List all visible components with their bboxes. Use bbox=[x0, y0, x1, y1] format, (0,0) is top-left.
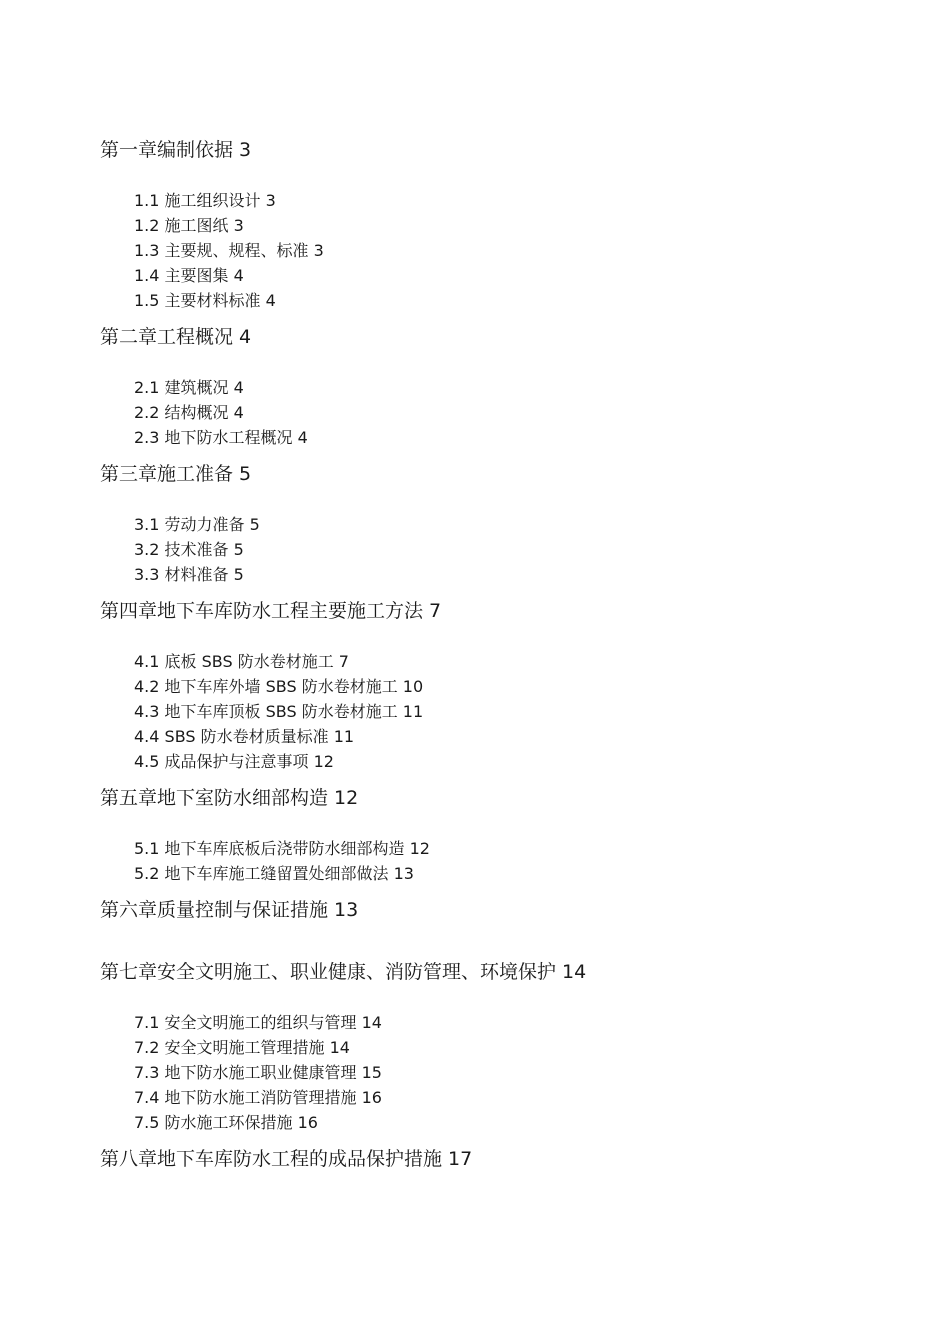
toc-chapter-8[interactable]: 第八章地下车库防水工程的成品保护措施 17 bbox=[100, 1148, 473, 1170]
toc-chapter-5-sections bbox=[100, 836, 880, 886]
table-of-contents bbox=[100, 137, 880, 1172]
toc-section-4-2[interactable]: 4.2 地下车库外墙 SBS 防水卷材施工 10 bbox=[134, 677, 424, 696]
toc-section-2-1[interactable]: 2.1 建筑概况 4 bbox=[134, 378, 244, 397]
toc-chapter-2-sections bbox=[100, 375, 880, 450]
toc-section-1-1[interactable]: 1.1 施工组织设计 3 bbox=[134, 191, 276, 210]
toc-section-4-1[interactable]: 4.1 底板 SBS 防水卷材施工 7 bbox=[134, 652, 349, 671]
toc-section-5-2[interactable]: 5.2 地下车库施工缝留置处细部做法 13 bbox=[134, 864, 414, 883]
toc-chapter-1[interactable]: 第一章编制依据 3 bbox=[100, 139, 252, 161]
toc-section-2-3[interactable]: 2.3 地下防水工程概况 4 bbox=[134, 428, 308, 447]
toc-section-1-5[interactable]: 1.5 主要材料标准 4 bbox=[134, 291, 276, 310]
toc-section-3-1[interactable]: 3.1 劳动力准备 5 bbox=[134, 515, 260, 534]
toc-section-1-3[interactable]: 1.3 主要规、规程、标准 3 bbox=[134, 241, 324, 260]
toc-chapter-4-sections bbox=[100, 649, 880, 774]
toc-chapter-6[interactable]: 第六章质量控制与保证措施 13 bbox=[100, 899, 359, 921]
toc-chapter-3[interactable]: 第三章施工准备 5 bbox=[100, 463, 252, 485]
toc-section-7-4[interactable]: 7.4 地下防水施工消防管理措施 16 bbox=[134, 1088, 382, 1107]
toc-section-2-2[interactable]: 2.2 结构概况 4 bbox=[134, 403, 244, 422]
toc-section-1-2[interactable]: 1.2 施工图纸 3 bbox=[134, 216, 244, 235]
toc-chapter-7-sections bbox=[100, 1010, 880, 1135]
toc-chapter-1-sections bbox=[100, 188, 880, 313]
toc-chapter-3-sections bbox=[100, 512, 880, 587]
toc-section-7-5[interactable]: 7.5 防水施工环保措施 16 bbox=[134, 1113, 318, 1132]
toc-section-4-5[interactable]: 4.5 成品保护与注意事项 12 bbox=[134, 752, 334, 771]
toc-chapter-7[interactable]: 第七章安全文明施工、职业健康、消防管理、环境保护 14 bbox=[100, 961, 587, 983]
toc-chapter-4[interactable]: 第四章地下车库防水工程主要施工方法 7 bbox=[100, 600, 442, 622]
toc-section-4-4[interactable]: 4.4 SBS 防水卷材质量标准 11 bbox=[134, 727, 355, 746]
toc-chapter-5[interactable]: 第五章地下室防水细部构造 12 bbox=[100, 787, 359, 809]
toc-section-7-1[interactable]: 7.1 安全文明施工的组织与管理 14 bbox=[134, 1013, 382, 1032]
toc-section-7-2[interactable]: 7.2 安全文明施工管理措施 14 bbox=[134, 1038, 350, 1057]
toc-section-7-3[interactable]: 7.3 地下防水施工职业健康管理 15 bbox=[134, 1063, 382, 1082]
toc-section-1-4[interactable]: 1.4 主要图集 4 bbox=[134, 266, 244, 285]
toc-section-4-3[interactable]: 4.3 地下车库顶板 SBS 防水卷材施工 11 bbox=[134, 702, 424, 721]
toc-section-3-2[interactable]: 3.2 技术准备 5 bbox=[134, 540, 244, 559]
toc-chapter-2[interactable]: 第二章工程概况 4 bbox=[100, 326, 252, 348]
toc-section-5-1[interactable]: 5.1 地下车库底板后浇带防水细部构造 12 bbox=[134, 839, 430, 858]
toc-section-3-3[interactable]: 3.3 材料准备 5 bbox=[134, 565, 244, 584]
